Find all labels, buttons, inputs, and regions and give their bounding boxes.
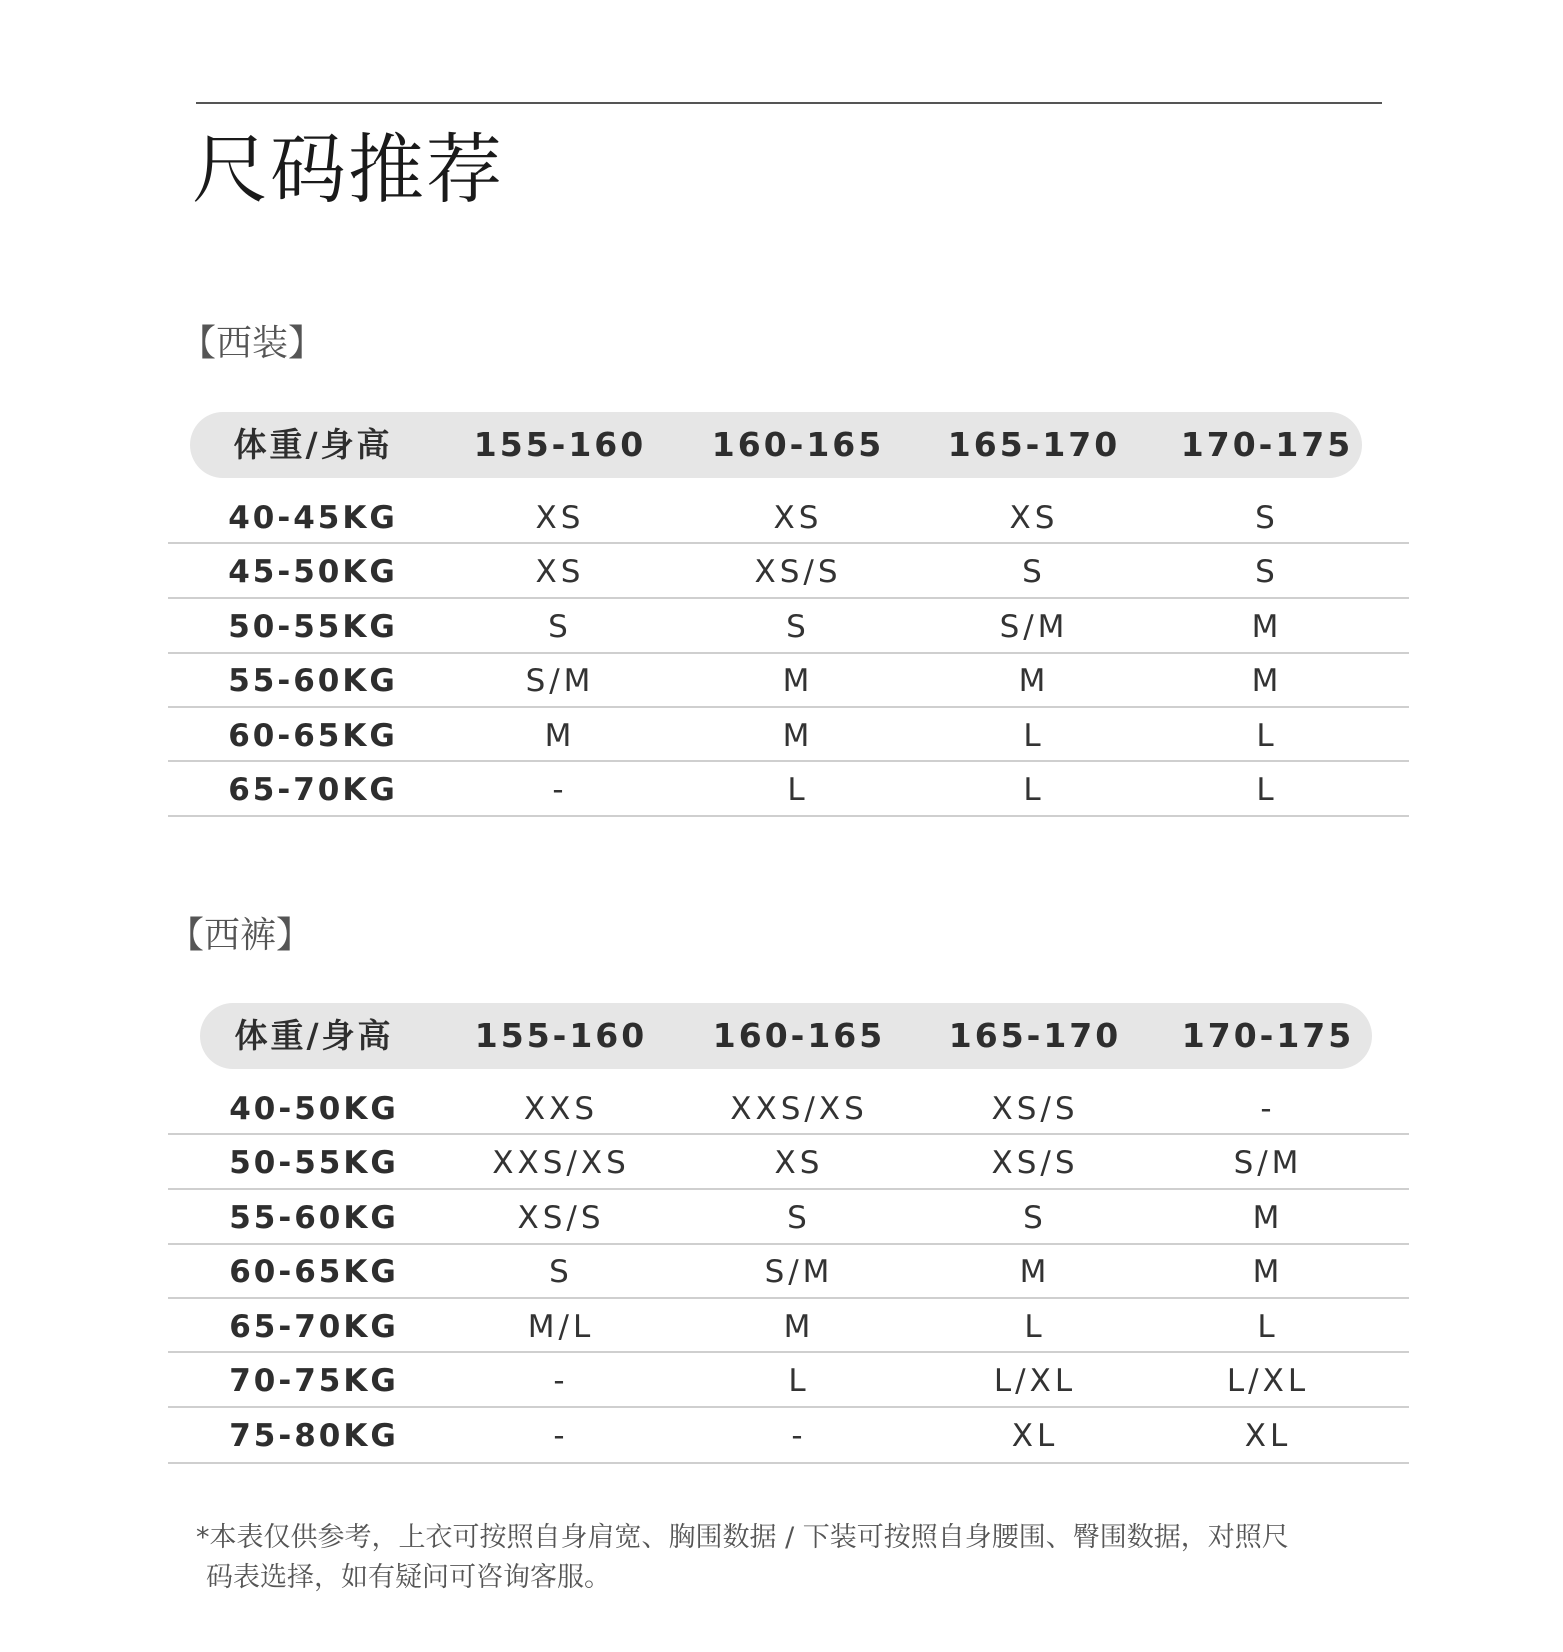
size-cell: XS (773, 500, 823, 536)
row-divider (168, 1188, 1409, 1190)
footnote-line-1: *本表仅供参考，上衣可按照自身肩宽、胸围数据 / 下装可按照自身腰围、臀围数据，对照尺 (196, 1522, 1289, 1553)
row-divider (168, 652, 1409, 654)
size-cell: L (1024, 1309, 1046, 1345)
row-weight: 55-60KG (228, 663, 398, 699)
row-weight: 40-45KG (228, 500, 398, 536)
row-weight: 50-55KG (228, 609, 398, 645)
suit-header-height-160-165: 160-165 (711, 425, 885, 464)
row-divider (168, 1243, 1409, 1245)
size-cell: - (791, 1418, 807, 1454)
size-cell: - (1260, 1091, 1276, 1127)
size-cell: S (548, 609, 572, 645)
row-divider (168, 542, 1409, 544)
size-cell: XS/S (754, 554, 842, 590)
row-divider (168, 1351, 1409, 1353)
size-cell: S/M (999, 609, 1069, 645)
size-cell: XS (1009, 500, 1059, 536)
row-weight: 70-75KG (229, 1363, 399, 1399)
page-title: 尺码推荐 (192, 125, 504, 214)
size-cell: XS (774, 1145, 824, 1181)
size-cell: L (787, 772, 809, 808)
row-divider (168, 1462, 1409, 1464)
size-cell: XXS/XS (730, 1091, 868, 1127)
size-cell: M (1252, 1200, 1284, 1236)
size-cell: XS/S (991, 1145, 1079, 1181)
size-cell: - (553, 1418, 569, 1454)
size-cell: XS/S (517, 1200, 605, 1236)
size-cell: S/M (1233, 1145, 1303, 1181)
row-weight: 60-65KG (229, 1254, 399, 1290)
size-cell: M (544, 718, 576, 754)
size-cell: XS/S (991, 1091, 1079, 1127)
row-weight: 75-80KG (229, 1418, 399, 1454)
size-cell: S (1022, 554, 1046, 590)
size-cell: M (783, 1309, 815, 1345)
size-cell: L (1256, 772, 1278, 808)
top-divider (196, 102, 1382, 104)
pants-header-height-160-165: 160-165 (712, 1016, 886, 1055)
size-cell: XXS/XS (492, 1145, 630, 1181)
row-divider (168, 760, 1409, 762)
row-divider (168, 706, 1409, 708)
size-cell: L (1023, 772, 1045, 808)
pants-header-weight-height: 体重/身高 (234, 1016, 394, 1055)
size-cell: L (788, 1363, 810, 1399)
footnote-line-2: 码表选择，如有疑问可咨询客服。 (206, 1562, 611, 1593)
size-cell: L/XL (1226, 1363, 1310, 1399)
row-divider (168, 1133, 1409, 1135)
size-cell: S (787, 1200, 811, 1236)
size-cell: XS (535, 554, 585, 590)
size-cell: M (782, 718, 814, 754)
size-cell: L/XL (993, 1363, 1077, 1399)
size-cell: M/L (527, 1309, 595, 1345)
row-weight: 60-65KG (228, 718, 398, 754)
suit-header-weight-height: 体重/身高 (233, 425, 393, 464)
suit-header-height-165-170: 165-170 (947, 425, 1121, 464)
size-cell: XL (1244, 1418, 1292, 1454)
size-cell: XXS (523, 1091, 599, 1127)
size-cell: S (549, 1254, 573, 1290)
size-cell: S (1255, 500, 1279, 536)
row-divider (168, 1297, 1409, 1299)
suit-header-height-155-160: 155-160 (473, 425, 647, 464)
size-cell: S/M (764, 1254, 834, 1290)
row-weight: 40-50KG (229, 1091, 399, 1127)
suit-section-label: 【西装】 (180, 323, 325, 364)
size-cell: XL (1011, 1418, 1059, 1454)
size-cell: S (1255, 554, 1279, 590)
size-cell: S/M (525, 663, 595, 699)
size-cell: S (786, 609, 810, 645)
size-cell: M (1018, 663, 1050, 699)
size-cell: L (1023, 718, 1045, 754)
size-cell: S (1023, 1200, 1047, 1236)
row-weight: 50-55KG (229, 1145, 399, 1181)
row-weight: 45-50KG (228, 554, 398, 590)
size-cell: L (1257, 1309, 1279, 1345)
pants-header-height-155-160: 155-160 (474, 1016, 648, 1055)
row-divider (168, 1406, 1409, 1408)
row-weight: 65-70KG (229, 1309, 399, 1345)
pants-header-height-165-170: 165-170 (948, 1016, 1122, 1055)
pants-header-height-170-175: 170-175 (1181, 1016, 1355, 1055)
suit-header-height-170-175: 170-175 (1180, 425, 1354, 464)
size-cell: M (782, 663, 814, 699)
pants-section-label: 【西裤】 (168, 915, 313, 956)
size-cell: M (1252, 1254, 1284, 1290)
size-cell: M (1251, 663, 1283, 699)
size-cell: M (1251, 609, 1283, 645)
size-cell: - (552, 772, 568, 808)
row-weight: 65-70KG (228, 772, 398, 808)
size-cell: L (1256, 718, 1278, 754)
row-divider (168, 597, 1409, 599)
row-weight: 55-60KG (229, 1200, 399, 1236)
row-divider (168, 815, 1409, 817)
footnote (196, 1518, 1396, 1598)
size-cell: - (553, 1363, 569, 1399)
size-cell: XS (535, 500, 585, 536)
size-cell: M (1019, 1254, 1051, 1290)
